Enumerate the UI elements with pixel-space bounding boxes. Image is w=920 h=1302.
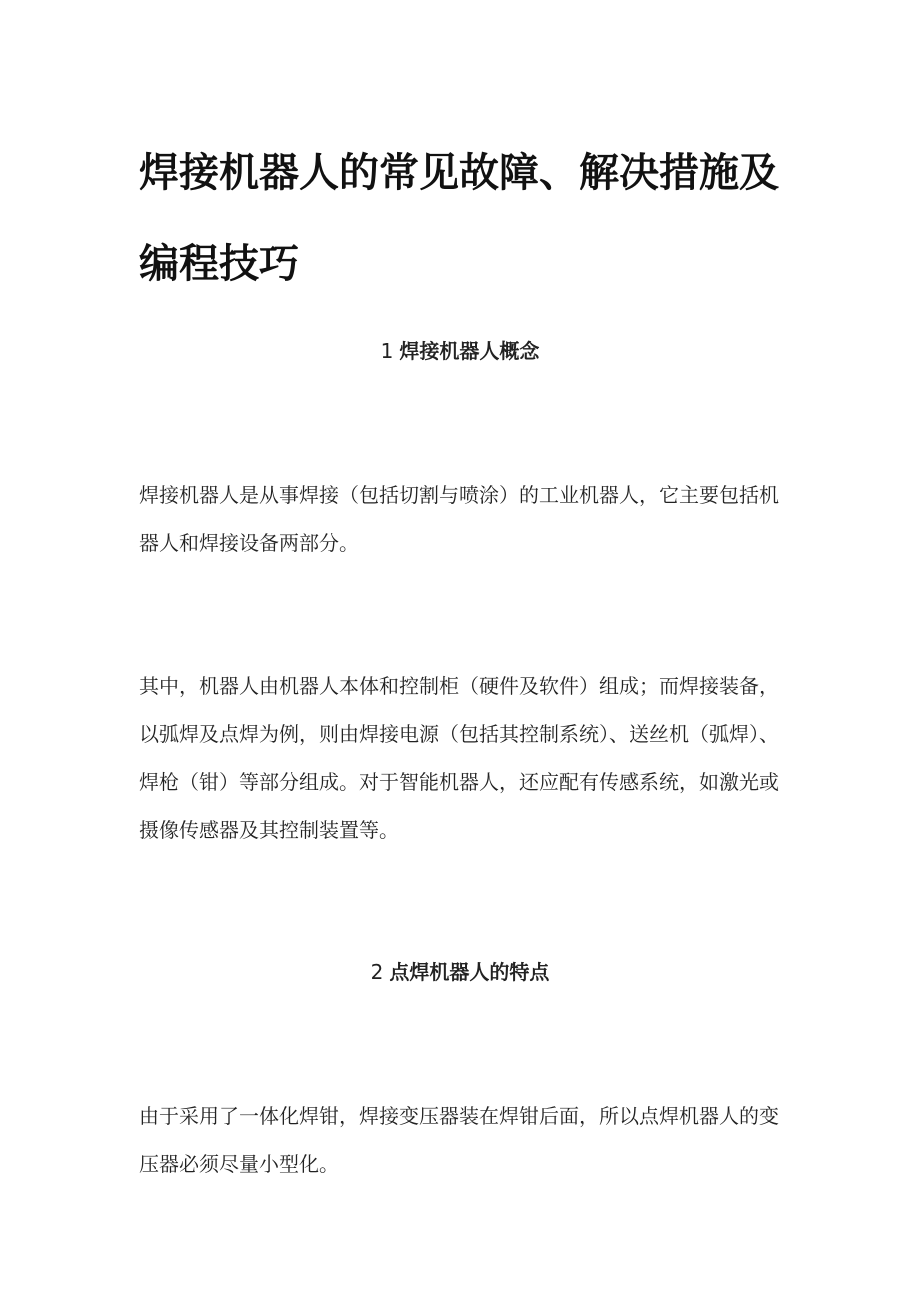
paragraph: 由于采用了一体化焊钳，焊接变压器装在焊钳后面，所以点焊机器人的变压器必须尽量小型化。 bbox=[139, 1104, 779, 1176]
paragraph: 其中，机器人由机器人本体和控制柜（硬件及软件）组成；而焊接装备，以弧焊及点焊为例，则由焊接电源（包括其控制系统）、送丝机（弧焊）、焊枪（钳）等部分组成。对于智能机器人，还应配有传感系统，如激光或摄像传感器及其控制装置等。 bbox=[139, 674, 779, 842]
section-title: 焊接机器人概念 bbox=[399, 339, 540, 363]
paragraph: 焊接机器人是从事焊接（包括切割与喷涂）的工业机器人，它主要包括机器人和焊接设备两部分。 bbox=[139, 483, 779, 555]
page-title: 焊接机器人的常见故障、解决措施及编程技巧 bbox=[139, 150, 779, 287]
section-number: 1 bbox=[380, 339, 394, 363]
section-title: 点焊机器人的特点 bbox=[389, 960, 550, 984]
section-number: 2 bbox=[370, 960, 384, 984]
section-heading-2 bbox=[139, 957, 781, 987]
section-heading-1 bbox=[139, 336, 781, 366]
